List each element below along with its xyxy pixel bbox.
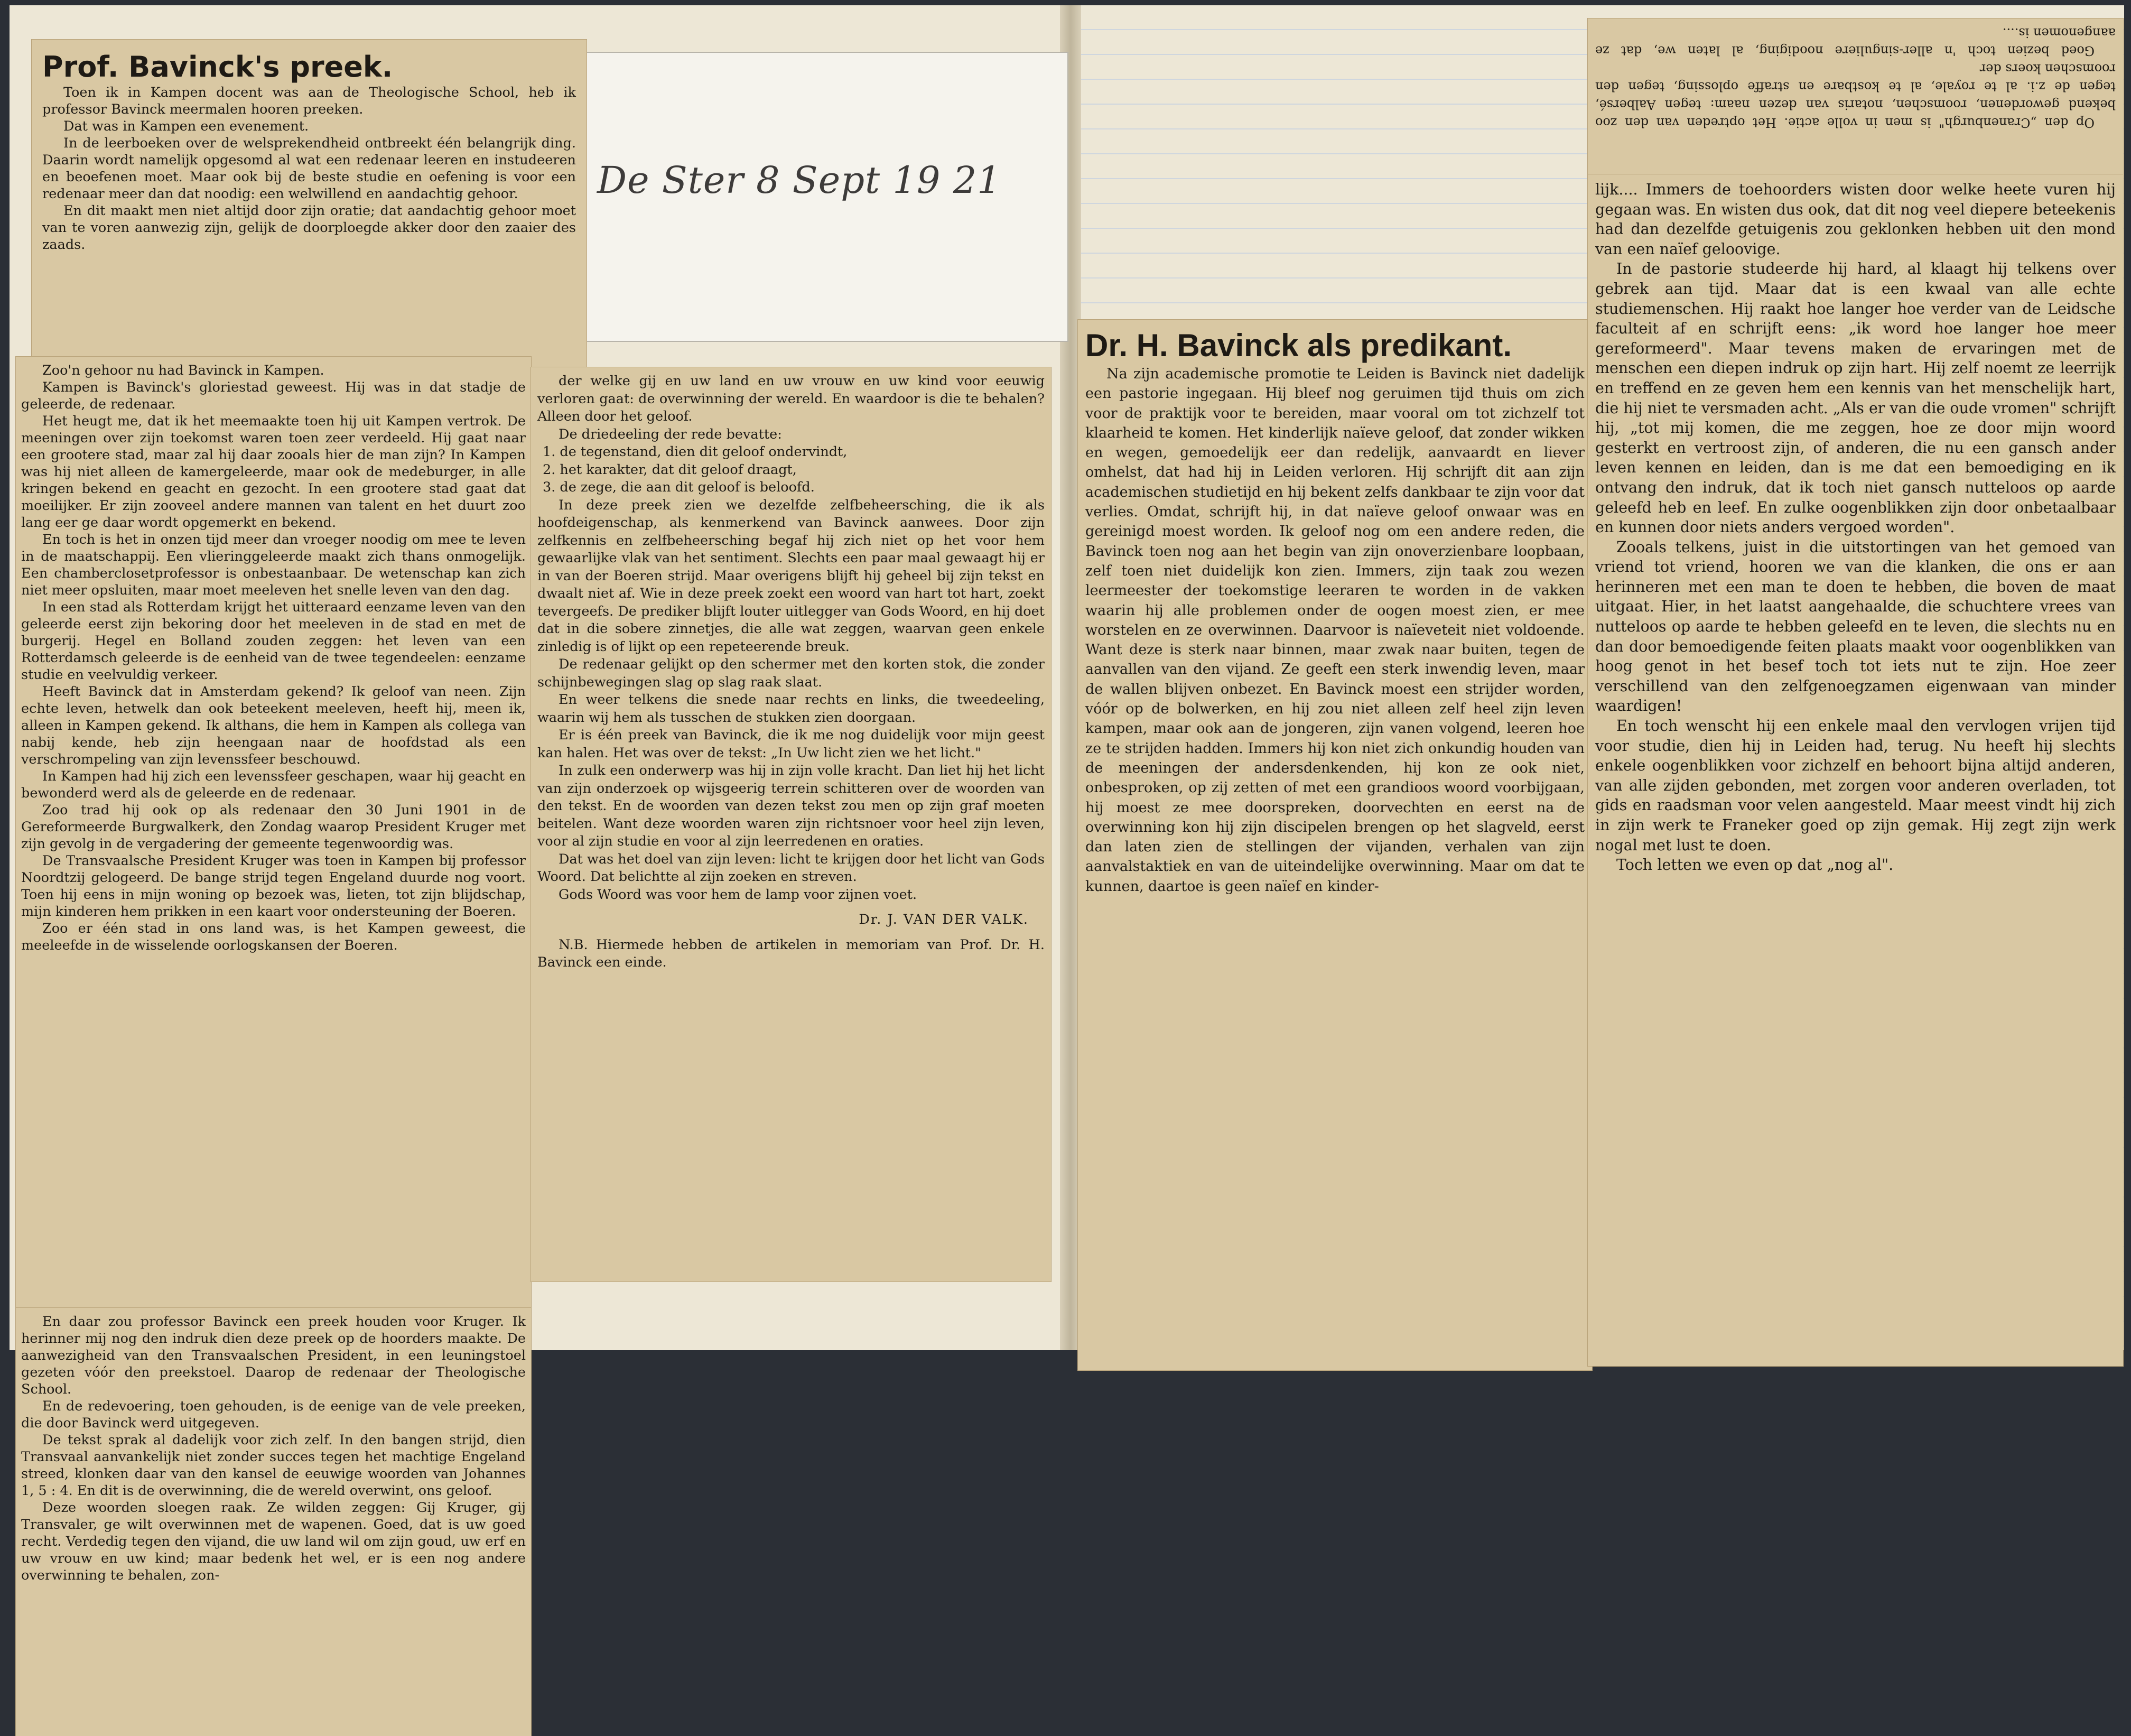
- article2-continuation-paragraph: En toch wenscht hij een enkele maal den vervlogen vrijen tijd voor studie, dien hij in Leiden had, terug. Nu heeft hij slechts enkele oogenblikken voor zichzelf en behoort bijna altijd anderen, van alle zijden gebonden, met zorgen voor anderen overladen, tot gids en raadsman voor velen aangesteld. Maar meest vindt hij zich in zijn werk te Franeker goed op zijn gemak. Hij zegt zijn werk nogal met lust te doen.: [1595, 717, 2116, 854]
- article2-continuation-paragraph: Zooals telkens, juist in die uitstortingen van het gemoed van vriend tot vriend, hooren we van die klanken, die ons er aan herinneren met een man te doen te hebben, die boven de maat uitgaat. Hier, in het laatst aangehaalde, die schuchtere vrees van nutteloos op aarde te hebben geleefd en te leven, die slechts nu en dan door bemoedigende feiten plaats maakt voor oogenblikken van hoog genot in het besef toch tot iets nut te zijn. Hoe zeer verschillend van den zelfgenoegzamen eigenwaan van minder waardigen!: [1595, 538, 2116, 715]
- article1-paragraph: En daar zou professor Bavinck een preek houden voor Kruger. Ik herinner mij nog den indruk dien deze preek op de hoorders maakte. De aanwezigheid van den Transvaalschen President, in een leuningstoel gezeten vóór den preekstoel. Daarop de redenaar der Theologische School.: [21, 1314, 526, 1397]
- closing-note: N.B. Hiermede hebben de artikelen in memoriam van Prof. Dr. H. Bavinck een einde.: [537, 936, 1045, 970]
- division-item: 2. het karakter, dat dit geloof draagt,: [543, 461, 797, 478]
- continuation-intro: der welke gij en uw land en uw vrouw en uw kind voor eeuwig verloren gaat: de overwinning der wereld. En waardoor is die te behalen? Alleen door het geloof.: [537, 373, 1045, 424]
- continuation-paragraph: En weer telkens die snede naar rechts en links, die tweedeeling, waarin wij hem als tusschen de stukken zien doorgaan.: [537, 692, 1045, 726]
- article1-paragraph: De tekst sprak al dadelijk voor zich zelf. In den bangen strijd, dien Transvaal aanvankelijk niet zonder succes tegen het machtige Engeland streed, klonken daar van den kansel de eeuwige woorden van Johannes 1, 5 : 4. En dit is de overwinning, die de wereld overwint, ons geloof.: [21, 1432, 526, 1499]
- article1-paragraph: En de redevoering, toen gehouden, is de eenige van de vele preeken, die door Bavinck werd uitgegeven.: [21, 1398, 526, 1431]
- article1-paragraph: In een stad als Rotterdam krijgt het uitteraard eenzame leven van den geleerde eerst zijn bekoring door het meeleven in de stad en met de burgerij. Hegel en Bolland zouden zeggen: het leven van een Rotterdamsch geleerde is de eenheid van de twee tegendeelen: eenzame studie en veelvuldig verkeer.: [21, 599, 526, 683]
- division-list: [537, 443, 1045, 497]
- upside-down-paragraph: Op den „Cranenburgh" is men in volle actie. Het optreden van den zoo bekend gewordenen, roomschen, notaris van dezen naam: tegen Aalbersé, tegen de z.i. al te royale, al te kostbare en straffe oplossing, tegen den roomschen koers der: [1595, 61, 2116, 130]
- article2-continuation-paragraph: Toch letten we even op dat „nog al".: [1616, 856, 1894, 874]
- continuation-paragraph: In zulk een onderwerp was hij in zijn volle kracht. Dan liet hij het licht van zijn onderzoek op wijsgeerig terrein schitteren over de woorden van den tekst. En de woorden van dezen tekst zou men op zijn graf moeten beitelen. Want deze woorden waren zijn richtsnoer voor heel zijn leven, voor al zijn studie en voor al zijn leerredenen en oraties.: [537, 763, 1045, 849]
- division-item: 3. de zege, die aan dit geloof is beloofd.: [543, 479, 815, 495]
- article1-paragraph: De Transvaalsche President Kruger was toen in Kampen bij professor Noordtzij gelogeerd. De bange strijd tegen Engeland duurde nog voort. Toen hij eens in mijn woning op bezoek was, lieten, tot zijn blijdschap, mijn kinderen hem prikken in een kaart voor ondersteuning der Boeren.: [21, 853, 526, 920]
- article2-clipping: [1078, 320, 1592, 1370]
- article1-paragraph: In de leerboeken over de welsprekendheid ontbreekt één belangrijk ding. Daarin wordt namelijk opgesomd al wat een redenaar leeren en instudeeren en beoefenen moet. Maar ook bij de beste studie en oefening is voor een redenaar meer dan dat noodig: een welwillend en aandachtig gehoor.: [42, 135, 576, 202]
- handwritten-date-card: [565, 53, 1067, 341]
- upside-down-paragraph: Goed bezien toch 'n aller-singuliere noodiging, al laten we, dat ze aangenomen is....: [1595, 25, 2116, 58]
- article1-paragraph: Toen ik in Kampen docent was aan de Theologische School, heb ik professor Bavinck meermalen hooren preeken.: [42, 85, 576, 117]
- author-signature: Dr. J. VAN DER VALK.: [859, 912, 1029, 927]
- article2-continuation-paragraph: In de pastorie studeerde hij hard, al klaagt hij telkens over gebrek aan tijd. Maar dat is een kwaal van alle echte studiemenschen. Hij raakt hoe langer hoe verder van de Leidsche faculteit af en schrijft eens: „ik word hoe langer hoe meer gereformeerd". Maar tevens maken de ervaringen met de menschen een diepen indruk op zijn hart. Hij zelf noemt ze leerrijk en treffend en ze geven hem een kennis van het menschelijk hart, die hij niet te versmaden acht. „Als er van die oude vromen" schrijft hij, „tot mij komen, die me zeggen, hoe ze door mijn woord gesterkt en vertroost zijn, of anderen, die nu een gansch ander leven kennen en leiden, dan is me dat een bemoediging en ik ontvang den indruk, dat ik toch niet gansch nutteloos op aarde geleefd heb en leef. En zulke oogenblikken zijn door onbetaalbaar en kunnen door niets anders vergoed worden".: [1595, 260, 2116, 536]
- handwritten-date: De Ster 8 Sept 19 21: [597, 159, 1001, 202]
- continuation-paragraph: Gods Woord was voor hem de lamp voor zijnen voet.: [559, 886, 917, 903]
- article1-paragraph: Zoo'n gehoor nu had Bavinck in Kampen.: [42, 363, 324, 378]
- continuation-paragraph: Er is één preek van Bavinck, die ik me nog duidelijk voor mijn geest kan halen. Het was over de tekst: „In Uw licht zien we het licht.": [537, 727, 1045, 761]
- article1-paragraph: Zoo trad hij ook op als redenaar den 30 Juni 1901 in de Gereformeerde Burgwalkerk, den Zondag waarop President Kruger met zijn gevolg in de vergadering der gemeente tegenwoordig was.: [21, 802, 526, 852]
- article1-clipping-bottom: [16, 1308, 531, 1736]
- continuation-paragraph: Dat was het doel van zijn leven: licht te krijgen door het licht van Gods Woord. Dat belichtte al zijn zoeken en streven.: [537, 851, 1045, 885]
- article1-continuation-clipping: [531, 367, 1051, 1282]
- article1-paragraph: Kampen is Bavinck's gloriestad geweest. Hij was in dat stadje de geleerde, de redenaar.: [21, 379, 526, 412]
- upside-down-text: [1595, 24, 2116, 132]
- article1-paragraph: En toch is het in onzen tijd meer dan vroeger noodig om mee te leven in de maatschappij. Een vlieringgeleerde maakt zich thans onmogelijk. Een chamberclosetprofessor is onbestaanbaar. De wetenschap kan zich niet meer opsluiten, maar moet meeleven het snelle leven van den dag.: [21, 532, 526, 598]
- continuation-paragraph: De redenaar gelijkt op den schermer met den korten stok, die zonder schijnbewegingen slag op slag raak slaat.: [537, 656, 1045, 690]
- continuation-paragraph: In deze preek zien we dezelfde zelfbeheersching, die ik als hoofdeigenschap, als kenmerkend van Bavinck aanwees. Door zijn zelfkennis en zelfbeheersching begaf hij zich niet op het voor hem gewaarlijke vlak van het sentiment. Slechts een paar maal gewaagt hij er in van der Boeren strijd. Maar overigens blijft hij geheel bij zijn tekst en dwaalt niet af. Wie in deze preek zoekt een woord van hart tot hart, zoekt tevergeefs. De prediker blijft louter uitlegger van Gods Woord, en hij doet dat in die sobere zinnetjes, die alle wat zeggen, waarvan geen enkele zinledig is of lijkt op een repeteerende breuk.: [537, 497, 1045, 655]
- article1-clipping-top: [32, 40, 587, 378]
- article1-clipping-middle: [16, 357, 531, 1319]
- article2-continuation-paragraph: lijk.... Immers de toehoorders wisten door welke heete vuren hij gegaan was. En wisten dus ook, dat dit nog veel diepere beteekenis had dan dezelfde getuigenis zou geklonken hebben uit den mond van een naïef geloovige.: [1595, 181, 2116, 258]
- article1-paragraph: Dat was in Kampen een evenement.: [63, 118, 309, 134]
- article2-title: Dr. H. Bavinck als predikant.: [1085, 328, 1512, 363]
- article1-title: Prof. Bavinck's preek.: [42, 50, 393, 83]
- article1-paragraph: Deze woorden sloegen raak. Ze wilden zeggen: Gij Kruger, gij Transvaler, ge wilt overwinnen met de wapenen. Goed, dat is uw goed recht. Verdedig tegen den vijand, die uw land wil om zijn goud, uw erf en uw vrouw en uw kind; maar bedenk het wel, er is een nog andere overwinning te behalen, zon-: [21, 1500, 526, 1583]
- article1-paragraph: Zoo er één stad in ons land was, is het Kampen geweest, die meeleefde in de wisselende oorlogskansen der Boeren.: [21, 921, 526, 953]
- article1-paragraph: In Kampen had hij zich een levenssfeer geschapen, waar hij geacht en bewonderd werd als de geleerde en de redenaar.: [21, 768, 526, 801]
- division-intro: De driedeeling der rede bevatte:: [559, 426, 782, 442]
- article1-paragraph: En dit maakt men niet altijd door zijn oratie; dat aandachtig gehoor moet van te voren aanwezig zijn, gelijk de doorploegde akker door den zaaier des zaads.: [42, 203, 576, 253]
- article1-paragraph: Heeft Bavinck dat in Amsterdam gekend? Ik geloof van neen. Zijn echte leven, hetwelk dan ook beteekent meeleven, heeft hij, meen ik, alleen in Kampen gekend. Ik althans, die hem in Kampen als collega van nabij kende, heb zijn heengaan naar de hoofdstad als een verschrompeling van zijn levenssfeer beschouwd.: [21, 684, 526, 767]
- article2-continuation-clipping: [1588, 174, 2123, 1366]
- article1-paragraph: Het heugt me, dat ik het meemaakte toen hij uit Kampen vertrok. De meeningen over zijn toekomst waren toen zeer verdeeld. Hij gaat naar een grootere stad, maar zal hij daar zooals hier de man zijn? In Kampen was hij niet alleen de kamergeleerde, maar ook de medeburger, in alle kringen bekend en geacht en gezocht. In een grootere stad gaat dat moeilijker. Er zijn zooveel andere mannen van talent en het duurt zoo lang eer ge daar wordt opgemerkt en bekend.: [21, 413, 526, 531]
- division-item: 1. de tegenstand, dien dit geloof ondervindt,: [543, 444, 848, 460]
- article2-paragraph: Na zijn academische promotie te Leiden is Bavinck niet dadelijk een pastorie ingegaan. Hij bleef nog geruimen tijd thuis om zich voor de praktijk voor te bereiden, maar vooral om tot zichzelf tot klaarheid te komen. Het kinderlijk naïeve geloof, dat zonder wikken en wegen, gemoedelijk eer dan redelijk, aanvaardt en liever omhelst, dat had hij in Leiden verloren. Hij schrijft dit aan zijn academischen studietijd en hij bekent zelfs dankbaar te zijn voor dat verlies. Omdat, schrijft hij, in dat naïeve geloof onwaar was en gereinigd moest worden. Ik geloof nog om een andere reden, die Bavinck toen nog aan het begin van zijn onoverzienbare loopbaan, zelf toen niet duidelijk kon zien. Immers, zijn taak zou wezen leermeester der toekomstige leeraren te worden in de vakken waarin hij alle problemen onder de oogen moest zien, er mee worstelen en ze overwinnen. Daarvoor is naïeveteit niet voldoende. Want deze is sterk naar binnen, maar zwak naar buiten, tegen de aanvallen van den vijand. Ze geeft een sterk inwendig leven, maar de wallen blijven onbezet. En Bavinck moest een strijder worden, vóór op de bolwerken, en hij zou niet alleen zelf heel zijn leven kampen, maar ook aan de jongeren, zijn vanen volgend, leeren hoe ze te strijden hadden. Immers hij kon niet zich onkundig houden van de meeningen der andersdenkenden, hij kon ze ook niet, onbesproken, op zij zetten of met een grandioos woord voorbijgaan, hij moest ze mee doorspreken, doorvechten en eerst na de overwinning kon hij zijn discipelen brengen op het slagveld, eerst dan laten zien de stellingen der vijanden, verhalen van zijn aanvalstaktiek en van de uiteindelijke overwinning. Maar om dat te kunnen, daartoe is geen naïef en kinder-: [1085, 366, 1585, 895]
- upside-down-clipping: [1588, 18, 2123, 188]
